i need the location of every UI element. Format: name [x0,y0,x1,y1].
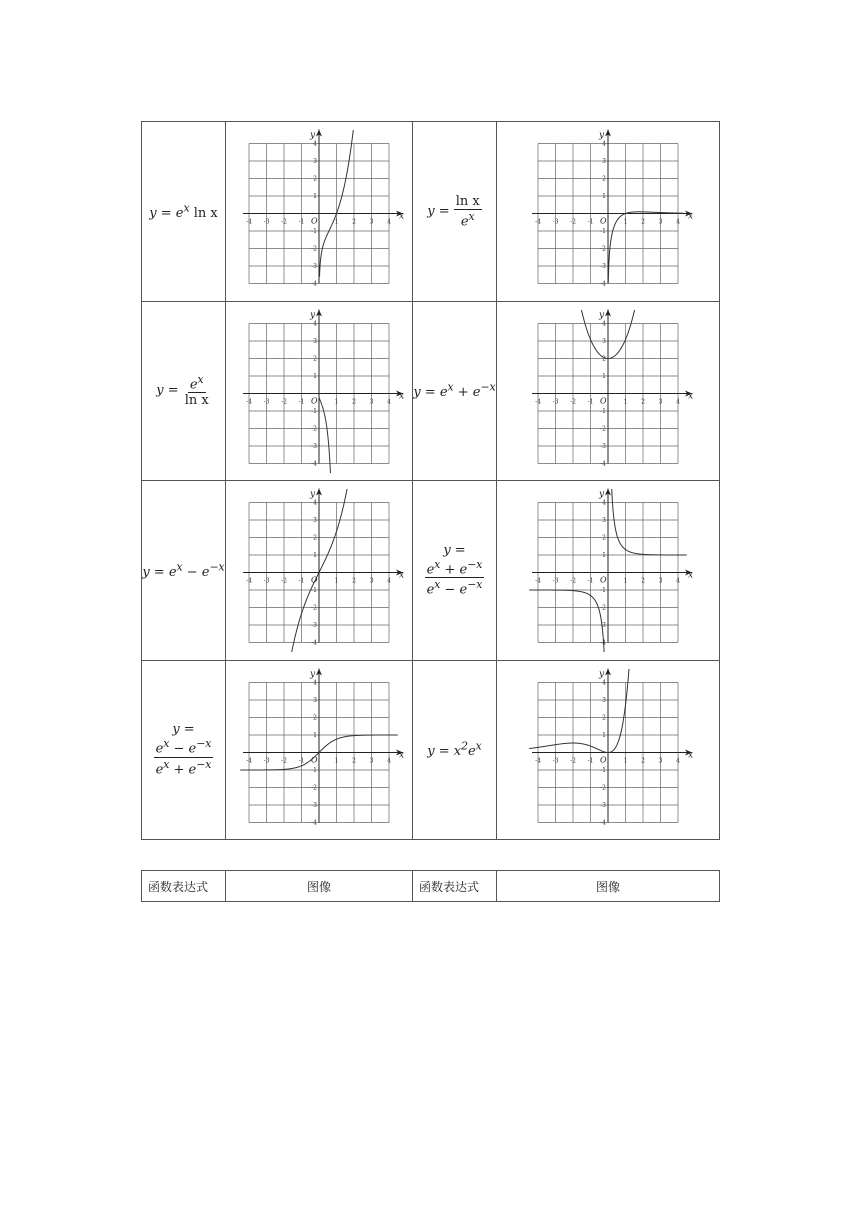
function-curve [320,122,358,277]
origin-label: O [600,755,607,764]
y-tick-label: 1 [602,731,606,739]
equation: y = $\frac{e^x}{\text{ln x}}$ [156,373,209,409]
y-tick-label: 2 [602,175,606,183]
expression-cell [413,481,497,661]
y-tick-label: 2 [602,534,606,542]
origin-label: O [311,755,318,764]
x-tick-label: 1 [623,577,628,585]
function-curve [608,212,683,283]
y-tick-label: 3 [602,337,606,345]
y-tick-label: -3 [311,263,317,270]
y-tick-label: -1 [600,766,606,774]
x-tick-label: -1 [587,398,594,405]
function-graph [226,302,412,481]
y-axis-label: y [310,310,316,320]
y-tick-label: 3 [602,158,606,165]
y-tick-label: 4 [602,499,606,507]
y-tick-label: -1 [311,228,317,235]
y-tick-label: -2 [311,604,317,612]
graph-cell [226,301,413,481]
equation: $y = x^2e^x$ [427,740,482,760]
x-tick-label: -3 [552,757,559,764]
x-tick-label: 4 [676,218,680,226]
expression-cell [142,122,226,302]
origin-label: O [600,396,607,405]
function-graph [226,661,412,840]
y-tick-label: -3 [600,442,606,450]
y-tick-label: -1 [600,228,606,235]
expression-cell [142,660,226,840]
origin-label: O [311,396,318,405]
equation: y = $\frac{\text{ln x}}{e^x}$ [427,193,480,229]
x-axis-label: x [688,570,694,581]
function-graph [226,122,412,301]
graph-cell [226,122,413,302]
y-tick-label: -2 [600,245,606,253]
x-tick-label: 2 [352,577,356,585]
y-tick-label: 1 [602,372,606,380]
function-graph [226,481,412,660]
x-tick-label: -1 [298,757,305,764]
y-tick-label: -1 [311,587,317,594]
y-tick-label: 3 [313,517,317,524]
x-tick-label: 3 [658,577,663,585]
y-tick-label: -4 [600,819,606,826]
x-tick-label: -2 [281,577,287,585]
x-tick-label: 3 [658,757,663,764]
x-tick-label: -2 [570,577,576,585]
y-tick-label: 4 [313,320,317,327]
y-tick-label: 2 [313,714,317,721]
y-tick-label: 3 [313,158,317,165]
y-tick-label: -4 [311,819,317,826]
y-tick-label: -4 [311,280,317,288]
y-tick-label: 2 [313,355,317,362]
x-tick-label: -1 [587,757,594,764]
y-tick-label: 4 [602,140,606,148]
y-tick-label: -3 [600,263,606,270]
y-tick-label: -1 [600,407,606,415]
x-tick-label: -1 [298,577,305,585]
y-axis-label: y [599,130,605,141]
x-tick-label: 4 [387,218,391,226]
graph-cell [226,481,413,661]
origin-label: O [311,575,318,585]
y-axis-label: y [599,669,605,679]
x-tick-label: -2 [281,757,287,764]
x-tick-label: 4 [676,577,680,585]
header-expression: 函数表达式 [142,871,226,902]
x-tick-label: -1 [298,398,305,405]
y-tick-label: -4 [600,639,606,647]
x-tick-label: 3 [369,398,374,405]
x-tick-label: -3 [263,398,270,405]
x-tick-label: -4 [535,398,541,405]
x-axis-label: x [688,750,694,760]
y-tick-label: -1 [600,587,606,594]
function-graph [497,481,719,660]
graph-cell [226,660,413,840]
y-tick-label: 2 [313,175,317,183]
y-tick-label: 3 [313,337,317,345]
x-tick-label: 4 [676,757,680,764]
y-tick-label: 2 [602,714,606,721]
x-tick-label: -3 [263,577,270,585]
x-tick-label: -3 [552,218,559,226]
graph-cell [497,122,720,302]
y-tick-label: -2 [311,425,317,432]
header-row-table [141,870,720,902]
x-tick-label: 1 [334,577,339,585]
x-tick-label: 3 [369,218,374,226]
y-tick-label: 1 [313,552,317,559]
x-tick-label: 2 [641,577,645,585]
graph-cell [497,660,720,840]
equation: $y = e^x - e^{-x}$ [142,560,225,580]
x-tick-label: -4 [246,398,252,405]
function-curve [529,661,634,753]
y-tick-label: 4 [602,320,606,327]
y-tick-label: -4 [311,639,317,647]
expression-cell [142,301,226,481]
y-tick-label: 1 [313,372,317,380]
equation: $y = e^x$ ln x [149,201,218,221]
y-tick-label: 2 [313,534,317,542]
x-tick-label: -2 [281,398,287,405]
x-tick-label: 4 [676,398,680,405]
header-expression: 函数表达式 [413,871,497,902]
y-tick-label: 4 [602,679,606,686]
x-tick-label: -4 [246,757,252,764]
graph-cell [497,301,720,481]
y-tick-label: -3 [600,801,606,809]
x-tick-label: 3 [658,218,663,226]
x-tick-label: 1 [334,757,339,764]
x-tick-label: 2 [352,757,356,764]
x-tick-label: 3 [658,398,663,405]
y-tick-label: -2 [600,784,606,791]
x-axis-label: x [399,391,405,401]
x-tick-label: -3 [552,577,559,585]
x-tick-label: 3 [369,757,374,764]
x-tick-label: -4 [246,218,252,226]
x-tick-label: 4 [387,577,391,585]
x-tick-label: -4 [535,577,541,585]
y-tick-label: -3 [311,622,317,629]
x-tick-label: 2 [641,218,645,226]
x-tick-label: -3 [263,218,270,226]
x-tick-label: 2 [641,398,645,405]
x-tick-label: -4 [535,218,541,226]
y-tick-label: -1 [311,766,317,774]
equation: $y = e^x + e^{-x}$ [413,381,496,401]
expression-cell [142,481,226,661]
origin-label: O [600,575,607,585]
y-tick-label: -4 [311,460,317,467]
header-graph: 图像 [226,871,413,902]
function-graph [497,122,719,301]
y-axis-label: y [310,130,316,141]
expression-cell [413,660,497,840]
function-graph [497,661,719,840]
x-tick-label: -3 [263,757,270,764]
y-tick-label: 4 [313,140,317,148]
y-tick-label: -3 [311,801,317,809]
y-tick-label: -3 [600,622,606,629]
x-tick-label: 1 [334,218,339,226]
header-graph: 图像 [497,871,720,902]
y-tick-label: -2 [311,245,317,253]
x-tick-label: 4 [387,398,391,405]
x-tick-label: 1 [623,398,628,405]
y-tick-label: 3 [602,696,606,704]
x-tick-label: -2 [570,757,576,764]
y-axis-label: y [599,489,605,500]
x-tick-label: -1 [587,577,594,585]
y-tick-label: 4 [313,679,317,686]
y-tick-label: 1 [602,193,606,200]
x-tick-label: 2 [352,218,356,226]
x-tick-label: 1 [334,398,339,405]
x-tick-label: -2 [570,398,576,405]
x-tick-label: -2 [281,218,287,226]
y-tick-label: 3 [313,696,317,704]
x-tick-label: 2 [352,398,356,405]
x-tick-label: 1 [623,218,628,226]
x-tick-label: -1 [298,218,305,226]
x-axis-label: x [399,570,405,581]
y-tick-label: -2 [311,784,317,791]
origin-label: O [311,216,318,226]
y-tick-label: -2 [600,425,606,432]
function-curve [612,484,687,555]
y-tick-label: 3 [602,517,606,524]
equation: y = $\frac{e^x + e^{-x}}{e^x - e^{-x}}$ [426,542,483,598]
function-graph [497,302,719,481]
x-tick-label: -2 [570,218,576,226]
x-axis-label: x [399,211,405,222]
y-tick-label: 1 [602,552,606,559]
y-tick-label: -3 [311,442,317,450]
x-axis-label: x [688,211,694,222]
equation: y = $\frac{e^x - e^{-x}}{e^x + e^{-x}}$ [155,722,212,778]
expression-cell [413,122,497,302]
y-axis-label: y [310,489,316,500]
x-tick-label: 2 [641,757,645,764]
y-tick-label: -1 [311,407,317,415]
expression-cell [413,301,497,481]
x-tick-label: 4 [387,757,391,764]
y-tick-label: 4 [313,499,317,507]
y-tick-label: 2 [602,355,606,362]
x-tick-label: -4 [246,577,252,585]
y-tick-label: -2 [600,604,606,612]
x-tick-label: 3 [369,577,374,585]
x-axis-label: x [688,391,694,401]
y-tick-label: -4 [600,460,606,467]
origin-label: O [600,216,607,226]
y-axis-label: y [599,310,605,320]
y-tick-label: -4 [600,280,606,288]
y-axis-label: y [310,669,316,679]
x-tick-label: 1 [623,757,628,764]
x-axis-label: x [399,750,405,760]
y-tick-label: 1 [313,731,317,739]
x-tick-label: -3 [552,398,559,405]
graph-cell [497,481,720,661]
function-graph-table [141,121,720,840]
y-tick-label: 1 [313,193,317,200]
x-tick-label: -4 [535,757,541,764]
x-tick-label: -1 [587,218,594,226]
function-curve [319,398,336,481]
